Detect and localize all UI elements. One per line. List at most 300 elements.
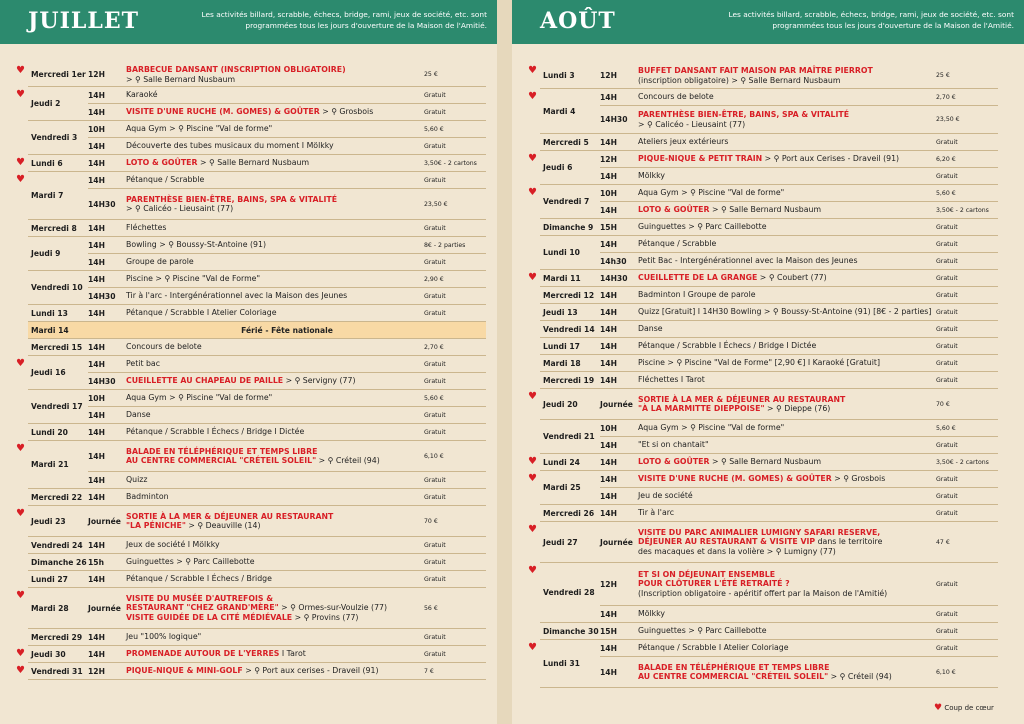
- day-row: [540, 304, 998, 321]
- activity-description: [126, 410, 424, 419]
- day-row: [528, 89, 998, 134]
- day-row: [28, 305, 486, 322]
- activity-description: [638, 528, 936, 556]
- heart-icon: ♥: [528, 642, 537, 653]
- page-fold: [497, 0, 512, 724]
- activity-description: [638, 491, 936, 500]
- heart-icon: ♥: [16, 358, 25, 369]
- activity-time: 10H: [88, 124, 105, 134]
- activity-price: Gratuit: [936, 376, 958, 384]
- activity-price: Gratuit: [424, 411, 446, 419]
- activity-row: [600, 623, 998, 639]
- activity-row: [88, 424, 486, 440]
- activity-row: [600, 304, 998, 320]
- activity-price: 5,60 €: [936, 189, 956, 197]
- activity-description: [126, 492, 424, 501]
- activity-description: [126, 257, 424, 266]
- day-row: [540, 505, 998, 522]
- day-activities: [88, 537, 486, 553]
- activity-text: Jeu "100% logique": [126, 632, 202, 642]
- july-schedule: [16, 63, 486, 680]
- day-name: Mercredi 26: [543, 508, 595, 518]
- activity-time: 14H: [88, 158, 105, 168]
- day-activities: [600, 185, 998, 218]
- day-activities: [600, 389, 998, 419]
- activity-text: Ateliers jeux extérieurs: [638, 137, 729, 147]
- activity-description: [638, 358, 936, 367]
- activity-text: Fléchettes: [126, 223, 167, 233]
- activity-price: Gratuit: [936, 475, 958, 483]
- day-row: [16, 588, 486, 629]
- legend: [934, 703, 994, 713]
- activity-price: Gratuit: [424, 541, 446, 549]
- day-activities: [600, 454, 998, 470]
- activity-highlight: VISITE GUIDÉE DE LA CITÉ MÉDIÉVALE: [126, 612, 293, 622]
- activity-price: Gratuit: [424, 258, 446, 266]
- day-activities: [600, 151, 998, 184]
- activity-time: 15H: [600, 222, 617, 232]
- activity-time: 14H: [88, 649, 105, 659]
- activity-price: Gratuit: [936, 627, 958, 635]
- activity-text: Piscine > ⚲ Piscine "Val de Forme" [2,90 €] I Karaoké [Gratuit]: [638, 358, 881, 368]
- heart-icon: ♥: [528, 187, 537, 198]
- activity-time: 10H: [600, 188, 617, 198]
- activity-text: Pétanque / Scrabble I Atelier Coloriage: [638, 643, 789, 653]
- activity-row: [88, 103, 486, 120]
- day-name: Mercredi 19: [543, 375, 595, 385]
- activity-price: Gratuit: [424, 292, 446, 300]
- day-activities: [600, 338, 998, 354]
- activity-row: [600, 471, 998, 487]
- activity-row: [88, 172, 486, 188]
- activity-price: Gratuit: [424, 575, 446, 583]
- day-activities: [88, 571, 486, 587]
- activity-description: [638, 570, 936, 598]
- activity-row: [600, 105, 998, 133]
- activity-price: 6,10 €: [936, 668, 956, 676]
- activity-row: [600, 151, 998, 167]
- activity-row: [88, 554, 486, 570]
- activity-time: 14H: [88, 427, 105, 437]
- day-row: [528, 185, 998, 219]
- activity-description: [638, 205, 936, 214]
- activity-highlight: AU CENTRE COMMERCIAL "CRÉTEIL SOLEIL": [126, 456, 317, 465]
- day-row: [28, 271, 486, 305]
- day-name: Lundi 13: [31, 308, 68, 318]
- activity-description: [126, 574, 424, 583]
- heart-icon: ♥: [16, 65, 25, 76]
- activity-price: Gratuit: [936, 492, 958, 500]
- august-schedule: [528, 63, 998, 688]
- day-activities: [600, 236, 998, 269]
- activity-price: Gratuit: [424, 428, 446, 436]
- heart-icon: ♥: [16, 508, 25, 519]
- day-name: Mercredi 1er: [31, 70, 86, 79]
- activity-description: [126, 649, 424, 658]
- activity-highlight: PIQUE-NIQUE & PETIT TRAIN: [638, 154, 763, 164]
- activity-price: Gratuit: [424, 224, 446, 232]
- day-activities: [600, 471, 998, 504]
- activity-description: [126, 175, 424, 184]
- day-row: [528, 389, 998, 420]
- activity-text: Jeux de société I Mölkky: [126, 540, 220, 550]
- activity-highlight: "À LA MARMITTE DIEPPOISE": [638, 404, 765, 413]
- activity-price: Gratuit: [936, 342, 958, 350]
- day-activities: [88, 588, 486, 628]
- activity-time: 14H: [600, 474, 617, 484]
- activity-price: Gratuit: [424, 633, 446, 641]
- activity-text: > ⚲ Grosbois: [831, 474, 886, 484]
- activity-highlight: PARENTHÈSE BIEN-ÊTRE, BAINS, SPA & VITALITÉ: [638, 110, 850, 120]
- day-name: Jeudi 30: [31, 649, 66, 659]
- day-name: Mercredi 29: [31, 632, 83, 642]
- day-activities: [88, 172, 486, 219]
- activity-description: [638, 137, 936, 146]
- activity-price: 23,50 €: [936, 116, 960, 123]
- activity-time: 14H: [600, 92, 617, 102]
- activity-description: [126, 376, 424, 385]
- day-name: Lundi 27: [31, 574, 68, 584]
- activity-text: Badminton: [126, 492, 169, 502]
- activity-time: Journée: [600, 537, 633, 547]
- activity-row: [600, 287, 998, 303]
- activity-highlight: RESTAURANT "CHEZ GRAND'MÈRE": [126, 603, 279, 613]
- activity-text: > ⚲ Créteil (94): [316, 456, 380, 465]
- activity-highlight: SORTIE À LA MER & DÉJEUNER AU RESTAURANT: [638, 394, 846, 404]
- day-name: Lundi 20: [31, 427, 68, 437]
- day-activities: [88, 305, 486, 321]
- day-row: [528, 471, 998, 505]
- day-activities: [88, 390, 486, 423]
- activity-time: 14H30: [600, 115, 628, 124]
- heart-icon: ♥: [528, 91, 537, 102]
- day-row: [540, 134, 998, 151]
- activity-text: > ⚲ Port aux Cerises - Draveil (91): [762, 154, 900, 164]
- day-row: [540, 236, 998, 270]
- day-row: [528, 63, 998, 89]
- activity-text: Aqua Gym > ⚲ Piscine "Val de forme": [126, 393, 273, 403]
- activity-text: Mölkky: [638, 609, 666, 619]
- activity-description: [126, 223, 424, 232]
- activity-row: [600, 420, 998, 436]
- activity-highlight: VISITE DU MUSÉE D'AUTREFOIS &: [126, 593, 274, 603]
- day-activities: [88, 629, 486, 645]
- activity-description: [126, 195, 424, 214]
- heart-icon: ♥: [528, 456, 537, 467]
- activity-time: 14H: [600, 358, 617, 368]
- activity-price: 56 €: [424, 604, 438, 612]
- day-activities: [600, 270, 998, 286]
- heart-icon: ♥: [528, 65, 537, 76]
- activity-text: Pétanque / Scrabble I Échecs / Bridge: [126, 574, 272, 584]
- activity-price: Gratuit: [424, 108, 446, 116]
- activity-time: 14H: [88, 410, 105, 420]
- heart-icon: ♥: [16, 590, 25, 601]
- activity-row: [600, 185, 998, 201]
- activity-highlight: VISITE D'UNE RUCHE (M. GOMES) & GOÛTER: [126, 107, 320, 117]
- activity-row: [600, 389, 998, 419]
- day-row: [16, 663, 486, 680]
- activity-row: [88, 571, 486, 587]
- day-activities: [88, 554, 486, 570]
- activity-description: [638, 290, 936, 299]
- activity-price: Gratuit: [936, 441, 958, 449]
- activity-time: 14H30: [600, 273, 628, 283]
- activity-time: 14H30: [88, 376, 116, 386]
- activity-text: Pétanque / Scrabble I Échecs / Bridge I Dictée: [638, 341, 817, 351]
- day-activities: [88, 63, 486, 86]
- activity-time: 14H: [88, 540, 105, 550]
- activity-price: Gratuit: [424, 650, 446, 658]
- activity-row: [88, 489, 486, 505]
- activity-row: [88, 537, 486, 553]
- activity-description: [638, 457, 936, 466]
- day-activities: [88, 489, 486, 505]
- activity-price: 5,60 €: [424, 125, 444, 133]
- day-activities: [88, 663, 486, 679]
- activity-price: 3,50€ - 2 cartons: [936, 206, 989, 214]
- activity-price: Gratuit: [936, 274, 958, 282]
- activity-time: 14H: [600, 239, 617, 249]
- activity-row: [600, 219, 998, 235]
- day-activities: [88, 339, 486, 355]
- activity-time: 14H: [600, 307, 617, 317]
- activity-description: [126, 274, 424, 283]
- activity-time: 14H: [600, 171, 617, 181]
- activity-text: > ⚲ Dieppe (76): [764, 404, 831, 413]
- activity-time: 14h30: [600, 256, 627, 266]
- activity-time: 14H: [600, 457, 617, 467]
- day-activities: [600, 321, 998, 337]
- activity-time: 14H: [88, 342, 105, 352]
- activity-text: > ⚲ Salle Bernard Nusbaum: [126, 74, 236, 84]
- activity-description: [638, 395, 936, 414]
- activity-time: 14H: [88, 492, 105, 502]
- activity-price: 25 €: [424, 71, 438, 78]
- activity-description: [126, 240, 424, 249]
- day-name: Vendredi 3: [31, 133, 78, 142]
- activity-price: Gratuit: [936, 610, 958, 618]
- activity-highlight: CUEILLETTE DE LA GRANGE: [638, 273, 758, 283]
- activity-description: [126, 393, 424, 402]
- activity-text: Tir à l'arc - Intergénérationnel avec la Maison des Jeunes: [126, 291, 348, 301]
- day-row: [16, 646, 486, 663]
- activity-price: 47 €: [936, 538, 950, 546]
- day-row: [16, 506, 486, 537]
- activity-time: 12H: [600, 154, 617, 164]
- activity-highlight: PIQUE-NIQUE & MINI-GOLF: [126, 666, 243, 676]
- activity-text: Fléchettes I Tarot: [638, 375, 705, 385]
- activity-text: Quizz: [126, 475, 148, 485]
- activity-time: 12H: [88, 666, 105, 676]
- heart-icon: ♥: [16, 89, 25, 100]
- activity-description: [126, 427, 424, 436]
- day-name: Mercredi 22: [31, 492, 83, 502]
- holiday-name: Férié - Fête nationale: [241, 325, 333, 335]
- activity-row: [88, 372, 486, 389]
- activity-row: [600, 605, 998, 622]
- activity-time: 14H: [88, 240, 105, 250]
- day-name: Dimanche 9: [543, 222, 594, 232]
- activity-time: 15H: [600, 626, 617, 636]
- july-title: JUILLET: [28, 8, 139, 34]
- july-banner: [0, 0, 497, 44]
- activity-price: Gratuit: [936, 580, 958, 588]
- day-row: [28, 237, 486, 271]
- day-activities: [600, 563, 998, 622]
- august-title: AOÛT: [540, 8, 616, 34]
- activity-highlight: BALADE EN TÉLÉPHÉRIQUE ET TEMPS LIBRE: [638, 662, 830, 672]
- day-activities: [600, 134, 998, 150]
- activity-text: Guinguettes > ⚲ Parc Caillebotte: [126, 557, 255, 567]
- activity-description: [638, 508, 936, 517]
- day-row: [28, 424, 486, 441]
- activity-row: [88, 305, 486, 321]
- activity-text: Jeu de société: [638, 491, 693, 501]
- activity-price: Gratuit: [424, 360, 446, 368]
- heart-icon: ♥: [16, 443, 25, 454]
- activity-row: [88, 390, 486, 406]
- activity-time: 14H: [88, 175, 105, 185]
- activity-price: Gratuit: [936, 223, 958, 231]
- activity-text: des macaques et dans la volière > ⚲ Lumigny (77): [638, 546, 836, 556]
- activity-price: 25 €: [936, 72, 950, 79]
- day-activities: [88, 356, 486, 389]
- activity-text: I Tarot: [279, 649, 306, 659]
- activity-description: [638, 171, 936, 180]
- activity-time: 14H: [88, 274, 105, 284]
- activity-time: 14H: [88, 90, 105, 100]
- activity-row: [88, 629, 486, 645]
- day-activities: [88, 424, 486, 440]
- activity-price: 5,60 €: [424, 394, 444, 402]
- day-row: [528, 270, 998, 287]
- activity-description: [126, 540, 424, 549]
- activity-price: Gratuit: [936, 240, 958, 248]
- activity-text: > ⚲ Coubert (77): [757, 273, 827, 283]
- activity-time: 14H: [600, 643, 617, 653]
- day-row: [16, 441, 486, 489]
- activity-description: [638, 324, 936, 333]
- day-activities: [88, 220, 486, 236]
- activity-time: 14H30: [88, 291, 116, 301]
- day-name: Mercredi 15: [31, 342, 83, 352]
- day-activities: [88, 237, 486, 270]
- heart-icon: ♥: [934, 703, 943, 713]
- activity-description: [638, 256, 936, 265]
- activity-description: [638, 66, 936, 85]
- activity-highlight: LOTO & GOÛTER: [638, 205, 710, 215]
- activity-description: [126, 90, 424, 99]
- activity-text: Guinguettes > ⚲ Parc Caillebotte: [638, 626, 767, 636]
- activity-time: 14H: [600, 137, 617, 147]
- activity-price: Gratuit: [936, 257, 958, 265]
- activity-row: [600, 454, 998, 470]
- day-name: Jeudi 13: [543, 307, 578, 317]
- activity-highlight: DÉJEUNER AU RESTAURANT & VISITE VIP: [638, 537, 816, 547]
- activity-price: 5,60 €: [936, 424, 956, 432]
- day-row: [528, 522, 998, 563]
- heart-icon: ♥: [528, 565, 537, 576]
- day-row: [528, 640, 998, 688]
- activity-description: [638, 92, 936, 101]
- day-name: Lundi 6: [31, 158, 63, 168]
- activity-text: (inscription obligatoire) > ⚲ Salle Bernard Nusbaum: [638, 75, 841, 85]
- activity-row: [88, 188, 486, 219]
- activity-row: [88, 253, 486, 270]
- activity-description: [126, 141, 424, 150]
- day-row: [28, 390, 486, 424]
- day-row: [28, 629, 486, 646]
- activity-time: 12H: [88, 70, 105, 79]
- day-name: Lundi 3: [543, 71, 575, 80]
- activity-highlight: SORTIE À LA MER & DÉJEUNER AU RESTAURANT: [126, 511, 334, 521]
- activity-text: Danse: [126, 410, 151, 420]
- activity-price: Gratuit: [936, 644, 958, 652]
- activity-text: Aqua Gym > ⚲ Piscine "Val de forme": [638, 188, 785, 198]
- activity-highlight: LOTO & GOÛTER: [126, 158, 198, 168]
- activity-time: 14H: [600, 341, 617, 351]
- day-activities: [88, 87, 486, 120]
- day-row: [540, 321, 998, 338]
- activity-time: 15h: [88, 557, 104, 567]
- day-activities: [600, 355, 998, 371]
- activity-description: [638, 154, 936, 163]
- activity-time: 14H: [600, 440, 617, 450]
- activity-description: [638, 273, 936, 282]
- activity-text: > ⚲ Ormes-sur-Voulzie (77): [278, 603, 388, 613]
- activity-text: Concours de belote: [638, 92, 714, 102]
- activity-time: Journée: [600, 399, 633, 409]
- activity-text: Aqua Gym > ⚲ Piscine "Val de forme": [638, 423, 785, 433]
- activity-time: 14H: [88, 223, 105, 233]
- day-row: [528, 454, 998, 471]
- activity-row: [88, 155, 486, 171]
- day-activities: [600, 522, 998, 562]
- day-row: [16, 63, 486, 87]
- activity-time: 14H: [88, 574, 105, 584]
- activity-time: 12H: [600, 579, 617, 589]
- activity-time: 10H: [88, 393, 105, 403]
- activity-text: "Et si on chantait": [638, 440, 709, 450]
- activity-text: Pétanque / Scrabble: [126, 175, 205, 185]
- activity-price: Gratuit: [936, 325, 958, 333]
- day-name: Jeudi 6: [543, 163, 573, 172]
- day-row: [540, 420, 998, 454]
- activity-highlight: PARENTHÈSE BIEN-ÊTRE, BAINS, SPA & VITALITÉ: [126, 194, 338, 204]
- activity-price: 7 €: [424, 667, 434, 675]
- activity-highlight: ET SI ON DÉJEUNAIT ENSEMBLE: [638, 569, 776, 579]
- day-activities: [600, 372, 998, 388]
- day-name: Lundi 17: [543, 341, 580, 351]
- activity-row: [600, 355, 998, 371]
- day-row: [540, 338, 998, 355]
- activity-row: [600, 167, 998, 184]
- activity-time: 14H: [88, 451, 105, 461]
- activity-text: Petit Bac - Intergénérationnel avec la Maison des Jeunes: [638, 256, 858, 266]
- heart-icon: ♥: [528, 153, 537, 164]
- activity-time: 14H: [88, 257, 105, 267]
- day-row: [16, 155, 486, 172]
- day-name: Jeudi 2: [31, 99, 61, 108]
- day-row: [28, 537, 486, 554]
- activity-row: [600, 201, 998, 218]
- heart-icon: ♥: [528, 524, 537, 535]
- heart-icon: ♥: [16, 648, 25, 659]
- activity-price: 6,10 €: [424, 452, 444, 460]
- activity-text: > ⚲ Salle Bernard Nusbaum: [709, 457, 822, 467]
- activity-text: Guinguettes > ⚲ Parc Caillebotte: [638, 222, 767, 232]
